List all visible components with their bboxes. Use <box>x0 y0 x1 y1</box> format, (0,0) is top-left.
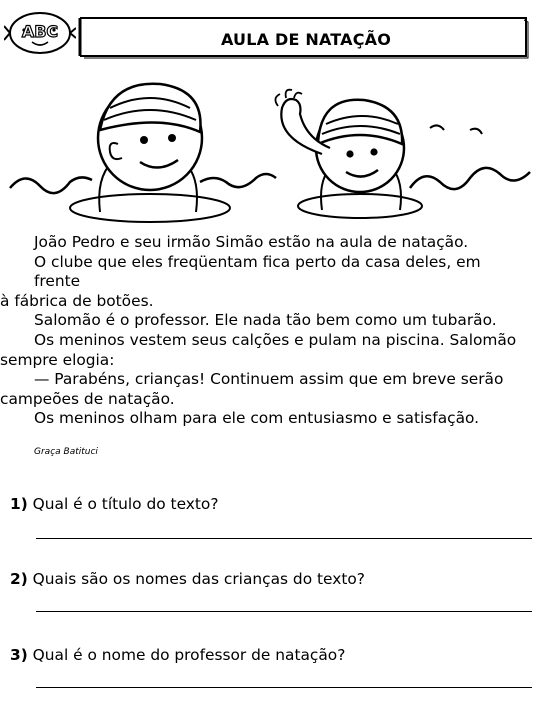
page-title: AULA DE NATAÇÃO <box>220 30 392 49</box>
answer-line-3[interactable] <box>36 687 532 688</box>
author-credit: Graça Batituci <box>34 447 98 457</box>
story-line: — Parabéns, crianças! Continuem assim que em breve serão <box>34 370 504 389</box>
story-line: O clube que eles freqüentam fica perto da casa deles, em frente <box>34 252 481 291</box>
question-1 <box>10 495 219 513</box>
story-line: Os meninos olham para ele com entusiasmo e satisfação. <box>34 409 480 428</box>
question-text: Qual é o nome do professor de natação? <box>32 646 346 664</box>
question-2 <box>10 570 365 588</box>
kid-left-icon <box>70 84 230 222</box>
kid-right-icon <box>275 90 422 218</box>
story-line: à fábrica de botões. <box>0 291 154 310</box>
story-text <box>0 233 530 429</box>
story-line: João Pedro e seu irmão Simão estão na aula de natação. <box>34 233 469 251</box>
swimming-kids-illustration <box>0 78 550 228</box>
question-3 <box>10 646 345 664</box>
story-line: Salomão é o professor. Ele nada tão bem como um tubarão. <box>34 311 497 330</box>
worksheet-header <box>0 0 550 70</box>
question-number: 3) <box>10 646 28 664</box>
story-line: sempre elogia: <box>0 350 115 369</box>
question-number: 1) <box>10 495 28 513</box>
answer-line-2[interactable] <box>36 611 532 612</box>
svg-text:ABC: ABC <box>21 22 59 41</box>
story-line: campeões de natação. <box>0 389 175 408</box>
question-text: Quais são os nomes das crianças do texto? <box>32 570 365 588</box>
abc-logo-lettering <box>4 6 76 60</box>
question-text: Qual é o título do texto? <box>32 495 219 513</box>
answer-line-1[interactable] <box>36 538 532 539</box>
question-number: 2) <box>10 570 28 588</box>
story-line: Os meninos vestem seus calções e pulam na piscina. Salomão <box>34 330 517 349</box>
